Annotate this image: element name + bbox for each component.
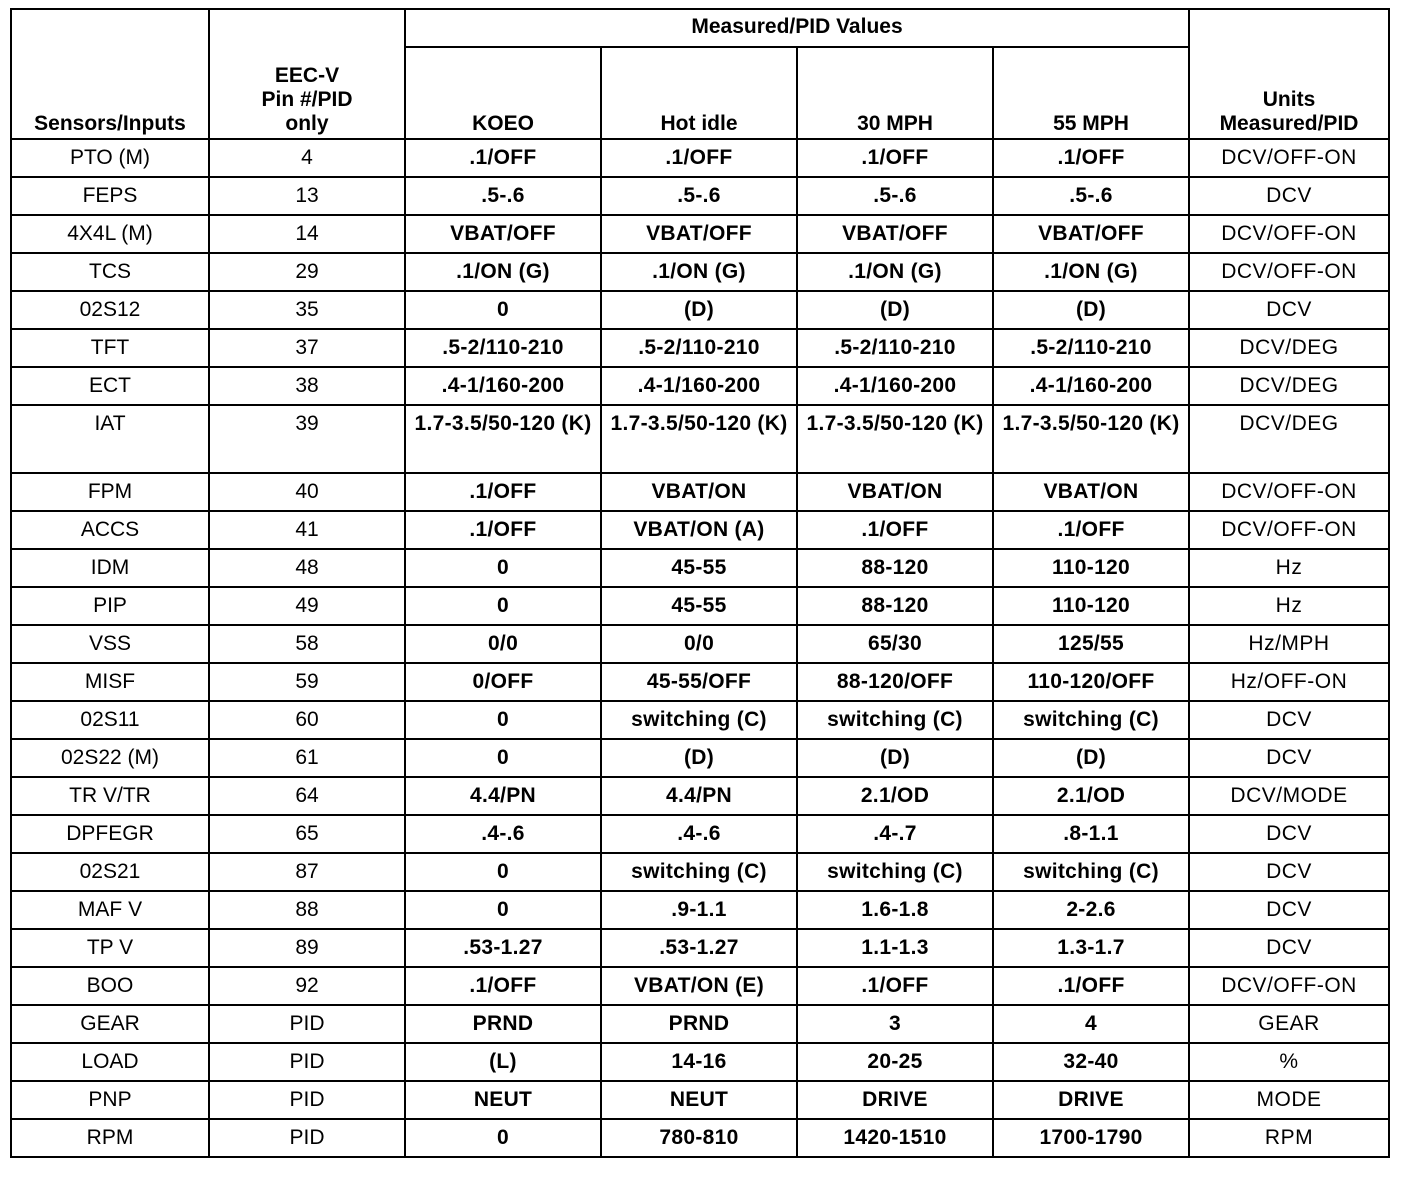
cell-units: DCV/DEG <box>1189 367 1389 405</box>
cell-pin: 39 <box>209 405 405 473</box>
cell-pin: 13 <box>209 177 405 215</box>
cell-hot-idle: .4-1/160-200 <box>601 367 797 405</box>
cell-sensor: ECT <box>11 367 209 405</box>
cell-30mph: .1/OFF <box>797 967 993 1005</box>
cell-koeo: 1.7-3.5/50-120 (K) <box>405 405 601 473</box>
table-row <box>11 367 1389 405</box>
cell-55mph: .5-2/110-210 <box>993 329 1189 367</box>
cell-sensor: RPM <box>11 1119 209 1157</box>
cell-hot-idle: (D) <box>601 739 797 777</box>
cell-sensor: LOAD <box>11 1043 209 1081</box>
cell-units: DCV/MODE <box>1189 777 1389 815</box>
cell-hot-idle: 14-16 <box>601 1043 797 1081</box>
cell-55mph: .5-.6 <box>993 177 1189 215</box>
cell-sensor: 02S21 <box>11 853 209 891</box>
cell-hot-idle: .1/ON (G) <box>601 253 797 291</box>
cell-units: DCV <box>1189 929 1389 967</box>
cell-sensor: 02S22 (M) <box>11 739 209 777</box>
cell-koeo: 0 <box>405 853 601 891</box>
cell-30mph: .4-1/160-200 <box>797 367 993 405</box>
cell-units: DCV <box>1189 291 1389 329</box>
cell-units: DCV <box>1189 701 1389 739</box>
table-row <box>11 253 1389 291</box>
table-row <box>11 929 1389 967</box>
cell-koeo: .5-2/110-210 <box>405 329 601 367</box>
cell-koeo: .1/OFF <box>405 511 601 549</box>
header-units-line1: Units <box>1262 88 1316 111</box>
cell-hot-idle: .1/OFF <box>601 139 797 177</box>
table-row <box>11 215 1389 253</box>
cell-pin: 40 <box>209 473 405 511</box>
table-row <box>11 663 1389 701</box>
cell-30mph: VBAT/ON <box>797 473 993 511</box>
cell-pin: 29 <box>209 253 405 291</box>
cell-55mph: .1/OFF <box>993 511 1189 549</box>
cell-hot-idle: VBAT/ON (E) <box>601 967 797 1005</box>
cell-pin: 64 <box>209 777 405 815</box>
table-row <box>11 405 1389 473</box>
cell-sensor: TP V <box>11 929 209 967</box>
cell-koeo: 0 <box>405 549 601 587</box>
cell-55mph: 125/55 <box>993 625 1189 663</box>
cell-koeo: .1/OFF <box>405 139 601 177</box>
header-hot-idle: Hot idle <box>601 47 797 139</box>
cell-hot-idle: PRND <box>601 1005 797 1043</box>
cell-sensor: PTO (M) <box>11 139 209 177</box>
cell-sensor: VSS <box>11 625 209 663</box>
header-pin-line3: only <box>285 112 329 135</box>
table-row <box>11 625 1389 663</box>
table-row <box>11 549 1389 587</box>
cell-30mph: VBAT/OFF <box>797 215 993 253</box>
pid-values-table <box>10 8 1390 1158</box>
cell-units: Hz <box>1189 549 1389 587</box>
cell-hot-idle: switching (C) <box>601 701 797 739</box>
cell-koeo: 4.4/PN <box>405 777 601 815</box>
cell-units: Hz/OFF-ON <box>1189 663 1389 701</box>
cell-units: DCV <box>1189 177 1389 215</box>
cell-30mph: 65/30 <box>797 625 993 663</box>
cell-pin: PID <box>209 1119 405 1157</box>
cell-koeo: 0 <box>405 739 601 777</box>
cell-pin: 92 <box>209 967 405 1005</box>
cell-30mph: 3 <box>797 1005 993 1043</box>
cell-55mph: DRIVE <box>993 1081 1189 1119</box>
cell-30mph: DRIVE <box>797 1081 993 1119</box>
cell-30mph: switching (C) <box>797 701 993 739</box>
cell-55mph: (D) <box>993 739 1189 777</box>
cell-hot-idle: (D) <box>601 291 797 329</box>
cell-sensor: MAF V <box>11 891 209 929</box>
cell-hot-idle: switching (C) <box>601 853 797 891</box>
cell-koeo: VBAT/OFF <box>405 215 601 253</box>
cell-pin: 49 <box>209 587 405 625</box>
cell-units: DCV/DEG <box>1189 405 1389 473</box>
cell-sensor: IDM <box>11 549 209 587</box>
cell-55mph: VBAT/OFF <box>993 215 1189 253</box>
cell-30mph: 88-120 <box>797 549 993 587</box>
cell-pin: 88 <box>209 891 405 929</box>
cell-55mph: switching (C) <box>993 701 1189 739</box>
cell-30mph: 1.1-1.3 <box>797 929 993 967</box>
cell-hot-idle: .5-.6 <box>601 177 797 215</box>
cell-units: % <box>1189 1043 1389 1081</box>
header-sensors: Sensors/Inputs <box>11 9 209 139</box>
cell-55mph: 1.7-3.5/50-120 (K) <box>993 405 1189 473</box>
table-row <box>11 587 1389 625</box>
cell-sensor: TFT <box>11 329 209 367</box>
table-row <box>11 739 1389 777</box>
cell-55mph: 4 <box>993 1005 1189 1043</box>
cell-sensor: ACCS <box>11 511 209 549</box>
cell-hot-idle: .5-2/110-210 <box>601 329 797 367</box>
cell-units: DCV <box>1189 853 1389 891</box>
cell-koeo: 0 <box>405 587 601 625</box>
table-row <box>11 1043 1389 1081</box>
cell-hot-idle: VBAT/ON (A) <box>601 511 797 549</box>
cell-pin: 4 <box>209 139 405 177</box>
table-row <box>11 139 1389 177</box>
cell-30mph: (D) <box>797 739 993 777</box>
cell-sensor: 02S12 <box>11 291 209 329</box>
cell-pin: 60 <box>209 701 405 739</box>
cell-units: DCV <box>1189 815 1389 853</box>
cell-30mph: (D) <box>797 291 993 329</box>
cell-sensor: PNP <box>11 1081 209 1119</box>
table-row <box>11 511 1389 549</box>
cell-hot-idle: NEUT <box>601 1081 797 1119</box>
cell-koeo: .5-.6 <box>405 177 601 215</box>
cell-pin: PID <box>209 1005 405 1043</box>
header-pin-line2: Pin #/PID <box>261 88 353 111</box>
cell-sensor: TCS <box>11 253 209 291</box>
cell-hot-idle: .53-1.27 <box>601 929 797 967</box>
cell-pin: PID <box>209 1043 405 1081</box>
cell-hot-idle: 45-55/OFF <box>601 663 797 701</box>
header-units-line2: Measured/PID <box>1219 112 1359 135</box>
cell-55mph: .1/OFF <box>993 967 1189 1005</box>
cell-sensor: DPFEGR <box>11 815 209 853</box>
cell-koeo: 0 <box>405 1119 601 1157</box>
cell-55mph: 2.1/OD <box>993 777 1189 815</box>
cell-koeo: .4-1/160-200 <box>405 367 601 405</box>
cell-koeo: 0 <box>405 291 601 329</box>
cell-30mph: switching (C) <box>797 853 993 891</box>
table-row <box>11 853 1389 891</box>
header-units <box>1189 9 1389 139</box>
cell-55mph: switching (C) <box>993 853 1189 891</box>
cell-hot-idle: 4.4/PN <box>601 777 797 815</box>
cell-30mph: .1/OFF <box>797 511 993 549</box>
cell-pin: 37 <box>209 329 405 367</box>
cell-sensor: FEPS <box>11 177 209 215</box>
cell-55mph: (D) <box>993 291 1189 329</box>
table-row <box>11 329 1389 367</box>
header-pin-line1: EEC-V <box>274 64 340 87</box>
cell-30mph: 1420-1510 <box>797 1119 993 1157</box>
table-row <box>11 1081 1389 1119</box>
cell-hot-idle: VBAT/OFF <box>601 215 797 253</box>
table-row <box>11 1005 1389 1043</box>
cell-units: DCV <box>1189 739 1389 777</box>
cell-30mph: 88-120 <box>797 587 993 625</box>
cell-55mph: .4-1/160-200 <box>993 367 1189 405</box>
cell-sensor: 4X4L (M) <box>11 215 209 253</box>
cell-pin: 48 <box>209 549 405 587</box>
cell-units: RPM <box>1189 1119 1389 1157</box>
table-row <box>11 177 1389 215</box>
cell-55mph: 1.3-1.7 <box>993 929 1189 967</box>
cell-30mph: .5-2/110-210 <box>797 329 993 367</box>
cell-sensor: MISF <box>11 663 209 701</box>
cell-55mph: 110-120/OFF <box>993 663 1189 701</box>
cell-koeo: 0 <box>405 891 601 929</box>
header-pin <box>209 9 405 139</box>
table-row <box>11 777 1389 815</box>
cell-hot-idle: 0/0 <box>601 625 797 663</box>
cell-30mph: .5-.6 <box>797 177 993 215</box>
cell-55mph: 110-120 <box>993 587 1189 625</box>
cell-pin: 61 <box>209 739 405 777</box>
cell-hot-idle: 45-55 <box>601 587 797 625</box>
cell-koeo: 0 <box>405 701 601 739</box>
cell-hot-idle: .9-1.1 <box>601 891 797 929</box>
cell-koeo: (L) <box>405 1043 601 1081</box>
cell-koeo: .1/OFF <box>405 967 601 1005</box>
cell-koeo: 0/OFF <box>405 663 601 701</box>
cell-units: DCV/OFF-ON <box>1189 967 1389 1005</box>
cell-55mph: .1/ON (G) <box>993 253 1189 291</box>
cell-sensor: GEAR <box>11 1005 209 1043</box>
cell-koeo: .1/OFF <box>405 473 601 511</box>
cell-sensor: IAT <box>11 405 209 473</box>
cell-koeo: .53-1.27 <box>405 929 601 967</box>
cell-55mph: 110-120 <box>993 549 1189 587</box>
cell-units: DCV/OFF-ON <box>1189 139 1389 177</box>
cell-pin: 38 <box>209 367 405 405</box>
cell-55mph: VBAT/ON <box>993 473 1189 511</box>
cell-30mph: 88-120/OFF <box>797 663 993 701</box>
cell-pin: 41 <box>209 511 405 549</box>
cell-units: MODE <box>1189 1081 1389 1119</box>
cell-koeo: PRND <box>405 1005 601 1043</box>
cell-55mph: 1700-1790 <box>993 1119 1189 1157</box>
cell-hot-idle: 45-55 <box>601 549 797 587</box>
cell-30mph: 1.6-1.8 <box>797 891 993 929</box>
header-55mph: 55 MPH <box>993 47 1189 139</box>
cell-units: DCV/OFF-ON <box>1189 511 1389 549</box>
cell-pin: 35 <box>209 291 405 329</box>
cell-pin: 65 <box>209 815 405 853</box>
cell-sensor: FPM <box>11 473 209 511</box>
cell-30mph: 1.7-3.5/50-120 (K) <box>797 405 993 473</box>
cell-units: DCV/OFF-ON <box>1189 215 1389 253</box>
table-row <box>11 967 1389 1005</box>
cell-55mph: 2-2.6 <box>993 891 1189 929</box>
cell-koeo: .1/ON (G) <box>405 253 601 291</box>
cell-sensor: BOO <box>11 967 209 1005</box>
cell-pin: 58 <box>209 625 405 663</box>
table-row <box>11 1119 1389 1157</box>
cell-hot-idle: 1.7-3.5/50-120 (K) <box>601 405 797 473</box>
cell-units: Hz <box>1189 587 1389 625</box>
cell-units: DCV <box>1189 891 1389 929</box>
cell-55mph: .1/OFF <box>993 139 1189 177</box>
table-row <box>11 291 1389 329</box>
cell-koeo: .4-.6 <box>405 815 601 853</box>
cell-sensor: PIP <box>11 587 209 625</box>
cell-pin: 59 <box>209 663 405 701</box>
cell-hot-idle: VBAT/ON <box>601 473 797 511</box>
cell-pin: PID <box>209 1081 405 1119</box>
header-30mph: 30 MPH <box>797 47 993 139</box>
cell-pin: 87 <box>209 853 405 891</box>
cell-hot-idle: 780-810 <box>601 1119 797 1157</box>
header-koeo: KOEO <box>405 47 601 139</box>
cell-30mph: 20-25 <box>797 1043 993 1081</box>
cell-55mph: 32-40 <box>993 1043 1189 1081</box>
cell-hot-idle: .4-.6 <box>601 815 797 853</box>
cell-units: DCV/DEG <box>1189 329 1389 367</box>
cell-units: DCV/OFF-ON <box>1189 253 1389 291</box>
cell-30mph: .4-.7 <box>797 815 993 853</box>
header-row-top <box>11 9 1389 47</box>
table-row <box>11 891 1389 929</box>
cell-pin: 14 <box>209 215 405 253</box>
cell-30mph: .1/ON (G) <box>797 253 993 291</box>
cell-sensor: TR V/TR <box>11 777 209 815</box>
cell-units: DCV/OFF-ON <box>1189 473 1389 511</box>
header-measured-group: Measured/PID Values <box>405 9 1189 47</box>
cell-koeo: 0/0 <box>405 625 601 663</box>
cell-30mph: 2.1/OD <box>797 777 993 815</box>
table-row <box>11 473 1389 511</box>
cell-pin: 89 <box>209 929 405 967</box>
cell-30mph: .1/OFF <box>797 139 993 177</box>
cell-sensor: 02S11 <box>11 701 209 739</box>
cell-55mph: .8-1.1 <box>993 815 1189 853</box>
table-body <box>11 139 1389 1157</box>
cell-units: GEAR <box>1189 1005 1389 1043</box>
cell-units: Hz/MPH <box>1189 625 1389 663</box>
table-row <box>11 815 1389 853</box>
table-row <box>11 701 1389 739</box>
cell-koeo: NEUT <box>405 1081 601 1119</box>
